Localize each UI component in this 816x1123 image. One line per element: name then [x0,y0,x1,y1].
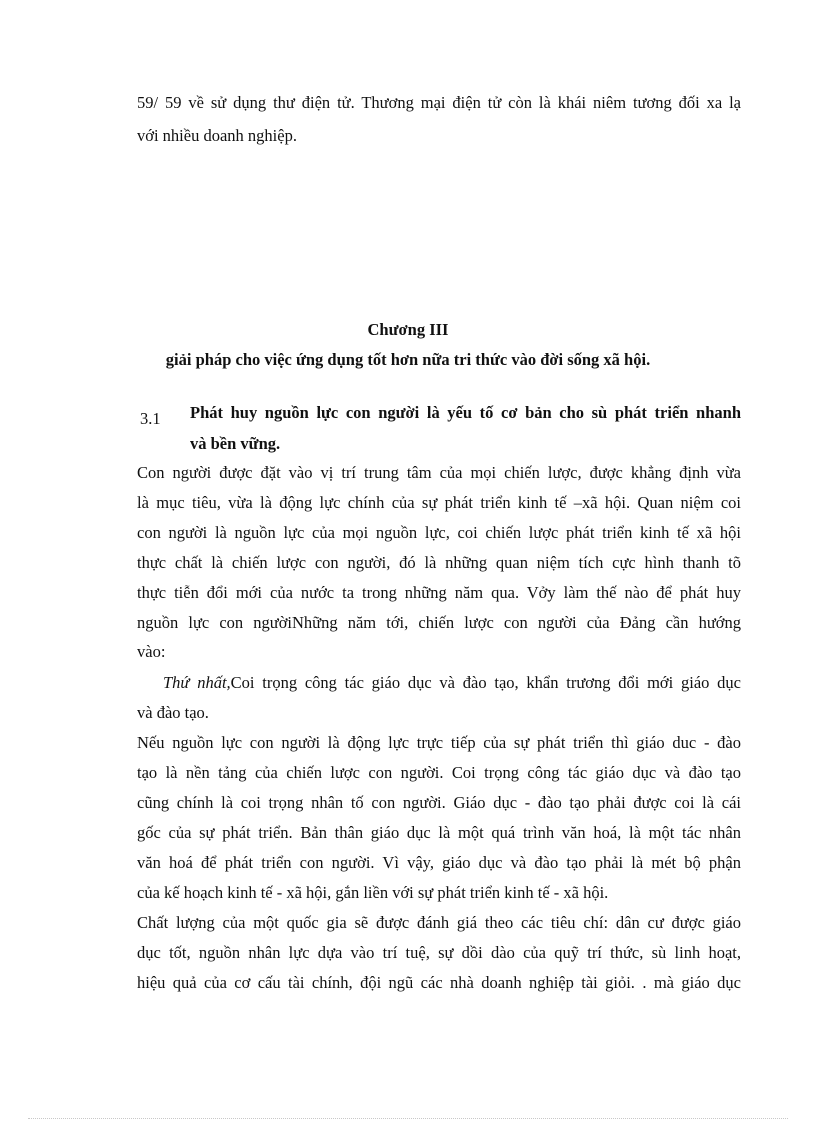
first-point-line-2: và đào tạo. [137,703,209,722]
body-line: của kế hoạch kinh tế - xã hội, gắn liền với sự phát triển kinh tế - xã hội. [137,883,609,902]
body-line: nguồn lực con ngườiNhững năm tới, chiến lược con người của Đảng cần hướng [137,613,741,632]
body-line: gốc của sự phát triển. Bản thân giáo dục là một quá trình văn hoá, là một tác nhân [137,823,741,842]
intro-line-2: với nhiều doanh nghiệp. [137,126,297,145]
page-bottom-divider [28,1118,788,1119]
first-point-line-1 [163,673,741,693]
first-point-label: Thứ nhất, [163,673,231,692]
section-title-line-1: Phát huy nguồn lực con người là yếu tố cơ bản cho sù phát triển nhanh [190,403,741,422]
body-line: dục tốt, nguồn nhân lực dựa vào trí tuệ, sự dồi dào của quỹ trí thức, sù linh hoạt, [137,943,741,962]
chapter-title: Chương III [367,320,449,339]
first-point-text: Coi trọng công tác giáo dục và đào tạo, khẩn trương đổi mới giáo dục [230,673,741,692]
body-line: là mục tiêu, vừa là động lực chính của sự phát triển kinh tế –xã hội. Quan niệm coi [137,493,741,512]
chapter-subtitle: giải pháp cho việc ứng dụng tốt hơn nữa tri thức vào đời sống xã hội. [165,350,651,369]
body-line: thực chất là chiến lược con người, đó là những quan niệm tích cực hình thanh tõ [137,553,741,572]
body-line: văn hoá để phát triển con người. Vì vậy, giáo dục và đào tạo phải là mét bộ phận [137,853,741,872]
intro-line-1: 59/ 59 về sử dụng thư điện tử. Thương mại điện tử còn là khái niêm tương đối xa lạ [137,93,741,112]
section-title-line-2: và bền vững. [190,434,281,453]
section-number: 3.1 [140,409,161,428]
body-line: vào: [137,642,166,661]
body-line: tạo là nền tảng của chiến lược con người. Coi trọng công tác giáo dục và đào tạo [137,763,741,782]
body-line: Nếu nguồn lực con người là động lực trực tiếp của sự phát triển thì giáo duc - đào [137,733,741,752]
body-line: con người là nguồn lực của mọi nguồn lực, coi chiến lược phát triển kinh tế xã hội [137,523,741,542]
body-line: hiệu quả của cơ cấu tài chính, đội ngũ các nhà doanh nghiệp tài giỏi. . mà giáo dục [137,973,741,992]
body-line: cũng chính là coi trọng nhân tố con người. Giáo dục - đào tạo phải được coi là cái [137,793,741,812]
body-line: thực tiễn đổi mới của nước ta trong những năm qua. Vởy làm thế nào để phát huy [137,583,741,602]
body-line: Con người được đặt vào vị trí trung tâm của mọi chiến lược, được khẳng định vừa [137,463,741,482]
body-line: Chất lượng của một quốc gia sẽ được đánh giá theo các tiêu chí: dân cư được giáo [137,913,741,932]
